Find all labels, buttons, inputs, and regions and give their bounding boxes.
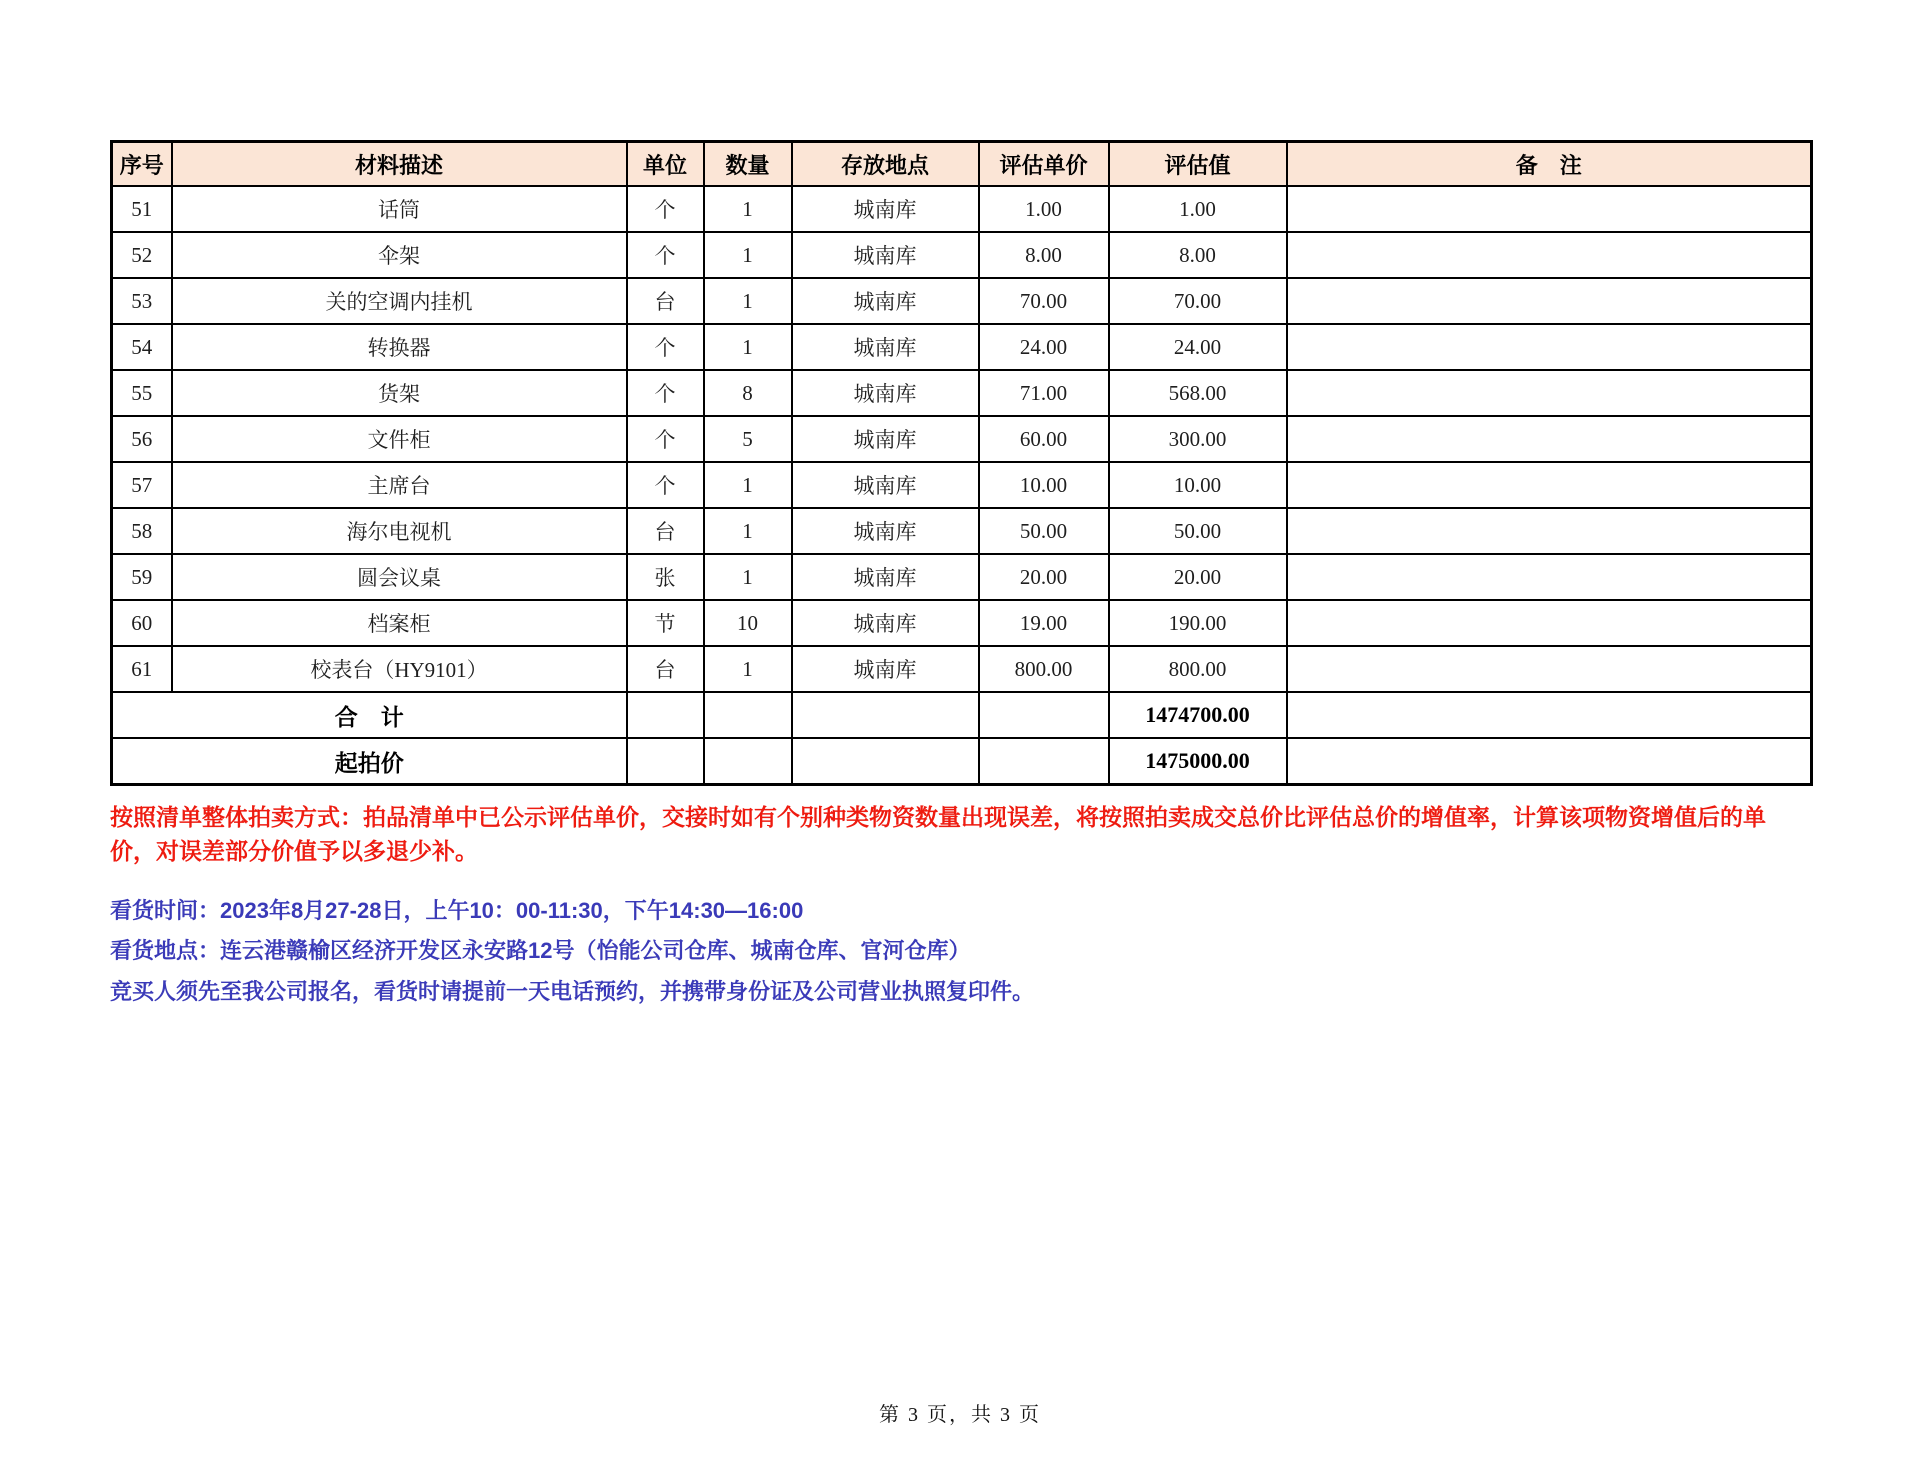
cell-quantity: 5 xyxy=(704,416,792,462)
start-price-row xyxy=(112,738,1812,785)
cell-no: 57 xyxy=(112,462,172,508)
page-number-footer: 第 3 页，共 3 页 xyxy=(879,1404,1041,1426)
total-value: 1474700.00 xyxy=(1109,692,1287,738)
cell-description: 伞架 xyxy=(172,232,627,278)
cell-remark xyxy=(1287,462,1812,508)
cell-description: 话筒 xyxy=(172,186,627,232)
cell-remark xyxy=(1287,554,1812,600)
cell-unit: 个 xyxy=(627,186,704,232)
cell-location: 城南库 xyxy=(792,600,979,646)
table-row xyxy=(112,600,1812,646)
auction-method-notice-line1: 按照清单整体拍卖方式：拍品清单中已公示评估单价，交接时如有个别种类物资数量出现误差，将按照拍卖成交总价比评估总价的增值率，计算该项物资增值后的单 xyxy=(110,804,1766,830)
cell-remark xyxy=(1287,416,1812,462)
cell-description: 转换器 xyxy=(172,324,627,370)
cell-quantity: 1 xyxy=(704,462,792,508)
cell-location: 城南库 xyxy=(792,646,979,692)
cell-value: 1.00 xyxy=(1109,186,1287,232)
table-row xyxy=(112,186,1812,232)
cell-unit-price: 71.00 xyxy=(979,370,1109,416)
cell-value: 24.00 xyxy=(1109,324,1287,370)
table-row xyxy=(112,462,1812,508)
cell-no: 55 xyxy=(112,370,172,416)
cell-unit: 台 xyxy=(627,508,704,554)
auction-method-notice-line2: 价，对误差部分价值予以多退少补。 xyxy=(110,838,478,864)
cell-quantity: 1 xyxy=(704,186,792,232)
table-row xyxy=(112,278,1812,324)
start-price-unit-price-cell xyxy=(979,738,1109,785)
col-header-unit: 单位 xyxy=(627,142,704,187)
cell-no: 54 xyxy=(112,324,172,370)
cell-location: 城南库 xyxy=(792,508,979,554)
cell-remark xyxy=(1287,370,1812,416)
cell-unit-price: 70.00 xyxy=(979,278,1109,324)
cell-description: 圆会议桌 xyxy=(172,554,627,600)
cell-quantity: 1 xyxy=(704,324,792,370)
cell-remark xyxy=(1287,232,1812,278)
cell-value: 70.00 xyxy=(1109,278,1287,324)
cell-no: 59 xyxy=(112,554,172,600)
col-header-unit-price: 评估单价 xyxy=(979,142,1109,187)
cell-unit: 个 xyxy=(627,416,704,462)
total-unit-price-cell xyxy=(979,692,1109,738)
auction-method-notice xyxy=(110,800,1802,868)
viewing-location-note: 看货地点：连云港赣榆区经济开发区永安路12号（怡能公司仓库、城南仓库、官河仓库） xyxy=(110,938,971,963)
total-unit-cell xyxy=(627,692,704,738)
cell-remark xyxy=(1287,324,1812,370)
cell-unit-price: 24.00 xyxy=(979,324,1109,370)
cell-unit: 节 xyxy=(627,600,704,646)
cell-value: 50.00 xyxy=(1109,508,1287,554)
cell-location: 城南库 xyxy=(792,324,979,370)
cell-unit-price: 50.00 xyxy=(979,508,1109,554)
cell-no: 56 xyxy=(112,416,172,462)
cell-unit: 个 xyxy=(627,462,704,508)
start-price-location-cell xyxy=(792,738,979,785)
cell-unit-price: 20.00 xyxy=(979,554,1109,600)
table-row xyxy=(112,232,1812,278)
cell-unit: 台 xyxy=(627,646,704,692)
cell-unit-price: 60.00 xyxy=(979,416,1109,462)
cell-description: 主席台 xyxy=(172,462,627,508)
col-header-value: 评估值 xyxy=(1109,142,1287,187)
table-row xyxy=(112,646,1812,692)
cell-unit-price: 10.00 xyxy=(979,462,1109,508)
cell-remark xyxy=(1287,278,1812,324)
table-row xyxy=(112,324,1812,370)
col-header-remark: 备 注 xyxy=(1287,142,1812,187)
cell-description: 海尔电视机 xyxy=(172,508,627,554)
cell-description: 关的空调内挂机 xyxy=(172,278,627,324)
cell-value: 190.00 xyxy=(1109,600,1287,646)
cell-location: 城南库 xyxy=(792,554,979,600)
cell-remark xyxy=(1287,646,1812,692)
cell-value: 800.00 xyxy=(1109,646,1287,692)
cell-no: 58 xyxy=(112,508,172,554)
cell-location: 城南库 xyxy=(792,370,979,416)
table-row xyxy=(112,416,1812,462)
cell-quantity: 8 xyxy=(704,370,792,416)
viewing-time-note: 看货时间：2023年8月27-28日，上午10：00-11:30，下午14:30—16:00 xyxy=(110,898,804,923)
cell-no: 60 xyxy=(112,600,172,646)
cell-unit-price: 1.00 xyxy=(979,186,1109,232)
cell-unit-price: 800.00 xyxy=(979,646,1109,692)
cell-no: 52 xyxy=(112,232,172,278)
cell-description: 档案柜 xyxy=(172,600,627,646)
cell-description: 校表台（HY9101） xyxy=(172,646,627,692)
total-location-cell xyxy=(792,692,979,738)
cell-quantity: 1 xyxy=(704,278,792,324)
cell-location: 城南库 xyxy=(792,278,979,324)
cell-quantity: 1 xyxy=(704,554,792,600)
col-header-no: 序号 xyxy=(112,142,172,187)
cell-value: 568.00 xyxy=(1109,370,1287,416)
table-header-row xyxy=(112,142,1812,187)
cell-remark xyxy=(1287,186,1812,232)
cell-value: 20.00 xyxy=(1109,554,1287,600)
table-row xyxy=(112,508,1812,554)
cell-quantity: 10 xyxy=(704,600,792,646)
cell-remark xyxy=(1287,508,1812,554)
cell-unit: 个 xyxy=(627,232,704,278)
inventory-table xyxy=(110,140,1813,786)
col-header-location: 存放地点 xyxy=(792,142,979,187)
start-price-unit-cell xyxy=(627,738,704,785)
bidder-registration-note: 竞买人须先至我公司报名，看货时请提前一天电话预约，并携带身份证及公司营业执照复印件。 xyxy=(110,979,1035,1004)
total-remark-cell xyxy=(1287,692,1812,738)
col-header-description: 材料描述 xyxy=(172,142,627,187)
cell-location: 城南库 xyxy=(792,462,979,508)
cell-location: 城南库 xyxy=(792,186,979,232)
total-quantity-cell xyxy=(704,692,792,738)
table-row xyxy=(112,370,1812,416)
cell-quantity: 1 xyxy=(704,646,792,692)
cell-quantity: 1 xyxy=(704,508,792,554)
cell-unit-price: 8.00 xyxy=(979,232,1109,278)
table-row xyxy=(112,554,1812,600)
cell-value: 10.00 xyxy=(1109,462,1287,508)
start-price-quantity-cell xyxy=(704,738,792,785)
cell-value: 8.00 xyxy=(1109,232,1287,278)
cell-value: 300.00 xyxy=(1109,416,1287,462)
cell-quantity: 1 xyxy=(704,232,792,278)
cell-remark xyxy=(1287,600,1812,646)
start-price-label: 起拍价 xyxy=(112,738,627,785)
cell-no: 61 xyxy=(112,646,172,692)
total-label: 合 计 xyxy=(112,692,627,738)
cell-unit: 个 xyxy=(627,324,704,370)
cell-location: 城南库 xyxy=(792,232,979,278)
cell-no: 53 xyxy=(112,278,172,324)
start-price-value: 1475000.00 xyxy=(1109,738,1287,785)
start-price-remark-cell xyxy=(1287,738,1812,785)
cell-location: 城南库 xyxy=(792,416,979,462)
cell-unit: 台 xyxy=(627,278,704,324)
cell-description: 文件柜 xyxy=(172,416,627,462)
cell-unit: 张 xyxy=(627,554,704,600)
cell-unit: 个 xyxy=(627,370,704,416)
cell-description: 货架 xyxy=(172,370,627,416)
col-header-quantity: 数量 xyxy=(704,142,792,187)
cell-no: 51 xyxy=(112,186,172,232)
cell-unit-price: 19.00 xyxy=(979,600,1109,646)
total-row xyxy=(112,692,1812,738)
